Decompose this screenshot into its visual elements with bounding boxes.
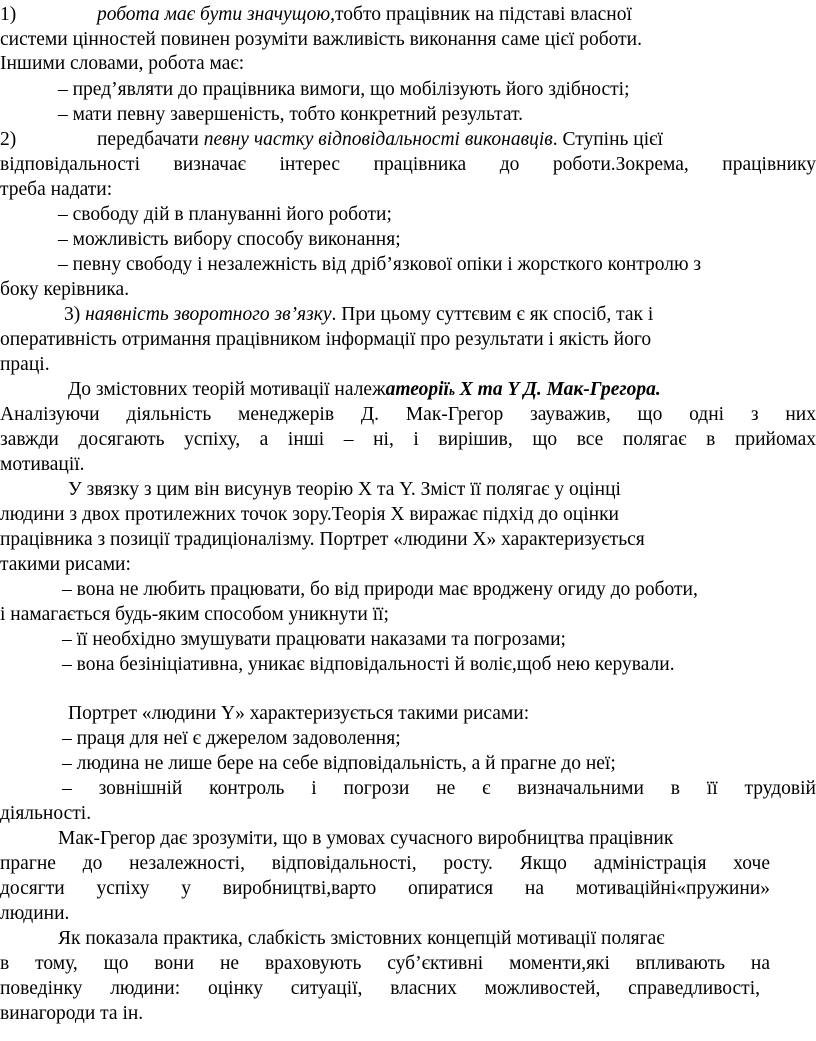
item-1-term: робота має бути значущою xyxy=(97,4,331,25)
theory-heading-line xyxy=(68,378,816,402)
text-line: мотивації. xyxy=(0,454,85,475)
text-line: У звязку з цим він висунув теорію Х та Y. Зміст її полягає у оцінці xyxy=(68,479,621,500)
text-line: Як показала практика, слабкість змістовних концепцій мотивації полягає xyxy=(58,928,665,949)
text-line: Аналізуючи діяльність менеджерів Д. Мак-Грегор зауважив, що одні з них xyxy=(0,404,816,425)
text-line: прагне до незалежності, відповідальності, росту. Якщо адміністрація хоче xyxy=(0,853,770,874)
item-1-number: 1) xyxy=(0,4,17,25)
text-line: поведінку людини: оцінку ситуації, власних можливостей, справедливості, xyxy=(0,978,760,999)
theory-term: атеорії xyxy=(385,379,449,400)
text-line: винагороди та ін. xyxy=(0,1003,144,1024)
text-line: діяльності. xyxy=(0,803,92,824)
list-item: – мати певну завершеність, тобто конкретний результат. xyxy=(58,104,524,125)
list-item: – праця для неї є джерелом задоволення; xyxy=(62,728,401,749)
text-line: досягти успіху у виробництві,варто опиратися на мотиваційні«пружини» xyxy=(0,878,770,899)
list-item: – пред’являти до працівника вимоги, що мобілізують його здібності; xyxy=(58,79,630,100)
text-line: відповідальності визначає інтерес працівника до роботи.Зокрема, працівнику xyxy=(0,154,816,175)
item-3-term: наявність зворотного зв’язку xyxy=(85,304,332,325)
text-line: оперативність отримання працівником інформації про результати і якість його xyxy=(0,329,652,350)
item-3-number: 3) xyxy=(64,304,81,325)
item-2-rest: . Ступінь цієї xyxy=(552,129,663,150)
text-line: працівника з позиції традиціоналізму. Портрет «людини Х» характеризується xyxy=(0,529,645,550)
list-item: – вона не любить працювати, бо від природи має вроджену огиду до роботи, xyxy=(62,579,698,600)
list-item: – свободу дій в плануванні його роботи; xyxy=(58,204,392,225)
item-2-line xyxy=(0,128,816,152)
item-3-rest: . При цьому суттєвим є як спосіб, так і xyxy=(331,304,654,325)
list-item: – певну свободу і незалежність від дріб’язкової опіки і жорсткого контролю з xyxy=(58,254,702,275)
text-line: боку керівника. xyxy=(0,279,130,300)
item-1-rest: ,тобто працівник на підставі власної xyxy=(330,4,632,25)
list-item: – можливість вибору способу виконання; xyxy=(58,229,401,250)
item-1-line xyxy=(0,3,816,27)
theory-name: Х та Y Д. Мак-Грегора. xyxy=(454,379,661,400)
item-2-number: 2) xyxy=(0,129,17,150)
item-2-term: певну частку відповідальності виконавців xyxy=(203,129,553,150)
list-item: – людина не лише бере на себе відповідальність, а й прагне до неї; xyxy=(62,753,616,774)
text-line: системи цінностей повинен розуміти важливість виконання саме цієї роботи. xyxy=(0,29,642,50)
list-item: – її необхідно змушувати працювати наказами та погрозами; xyxy=(62,629,566,650)
text-line: Іншими словами, робота має: xyxy=(0,53,245,74)
text-line: в тому, що вони не враховують суб’єктивні моменти,які впливають на xyxy=(0,953,770,974)
theory-term-suffix: ь xyxy=(448,383,455,398)
text-line: Портрет «людини Y» характеризується такими рисами: xyxy=(68,703,530,724)
text-line: людини. xyxy=(0,903,70,924)
item-3-line xyxy=(64,303,816,327)
text-line: такими рисами: xyxy=(0,554,131,575)
text-line: праці. xyxy=(0,354,50,375)
list-item: – вона безініціативна, уникає відповідальності й воліє,щоб нею керували. xyxy=(62,654,675,675)
text-line: і намагається будь-яким способом уникнути її; xyxy=(0,604,389,625)
text-line: людини з двох протилежних точок зору.Теорія Х виражає підхід до оцінки xyxy=(0,504,619,525)
item-2-lead: передбачати xyxy=(97,129,199,150)
list-item: – зовнішній контроль і погрози не є визначальними в її трудовій xyxy=(62,778,816,799)
text-line: Мак-Грегор дає зрозуміти, що в умовах сучасного виробництва працівник xyxy=(58,828,674,849)
text-line: треба надати: xyxy=(0,179,113,200)
theory-lead: До змістовних теорій мотивації належ xyxy=(68,379,386,400)
text-line: завжди досягають успіху, а інші – ні, і вирішив, що все полягає в прийомах xyxy=(0,429,816,450)
